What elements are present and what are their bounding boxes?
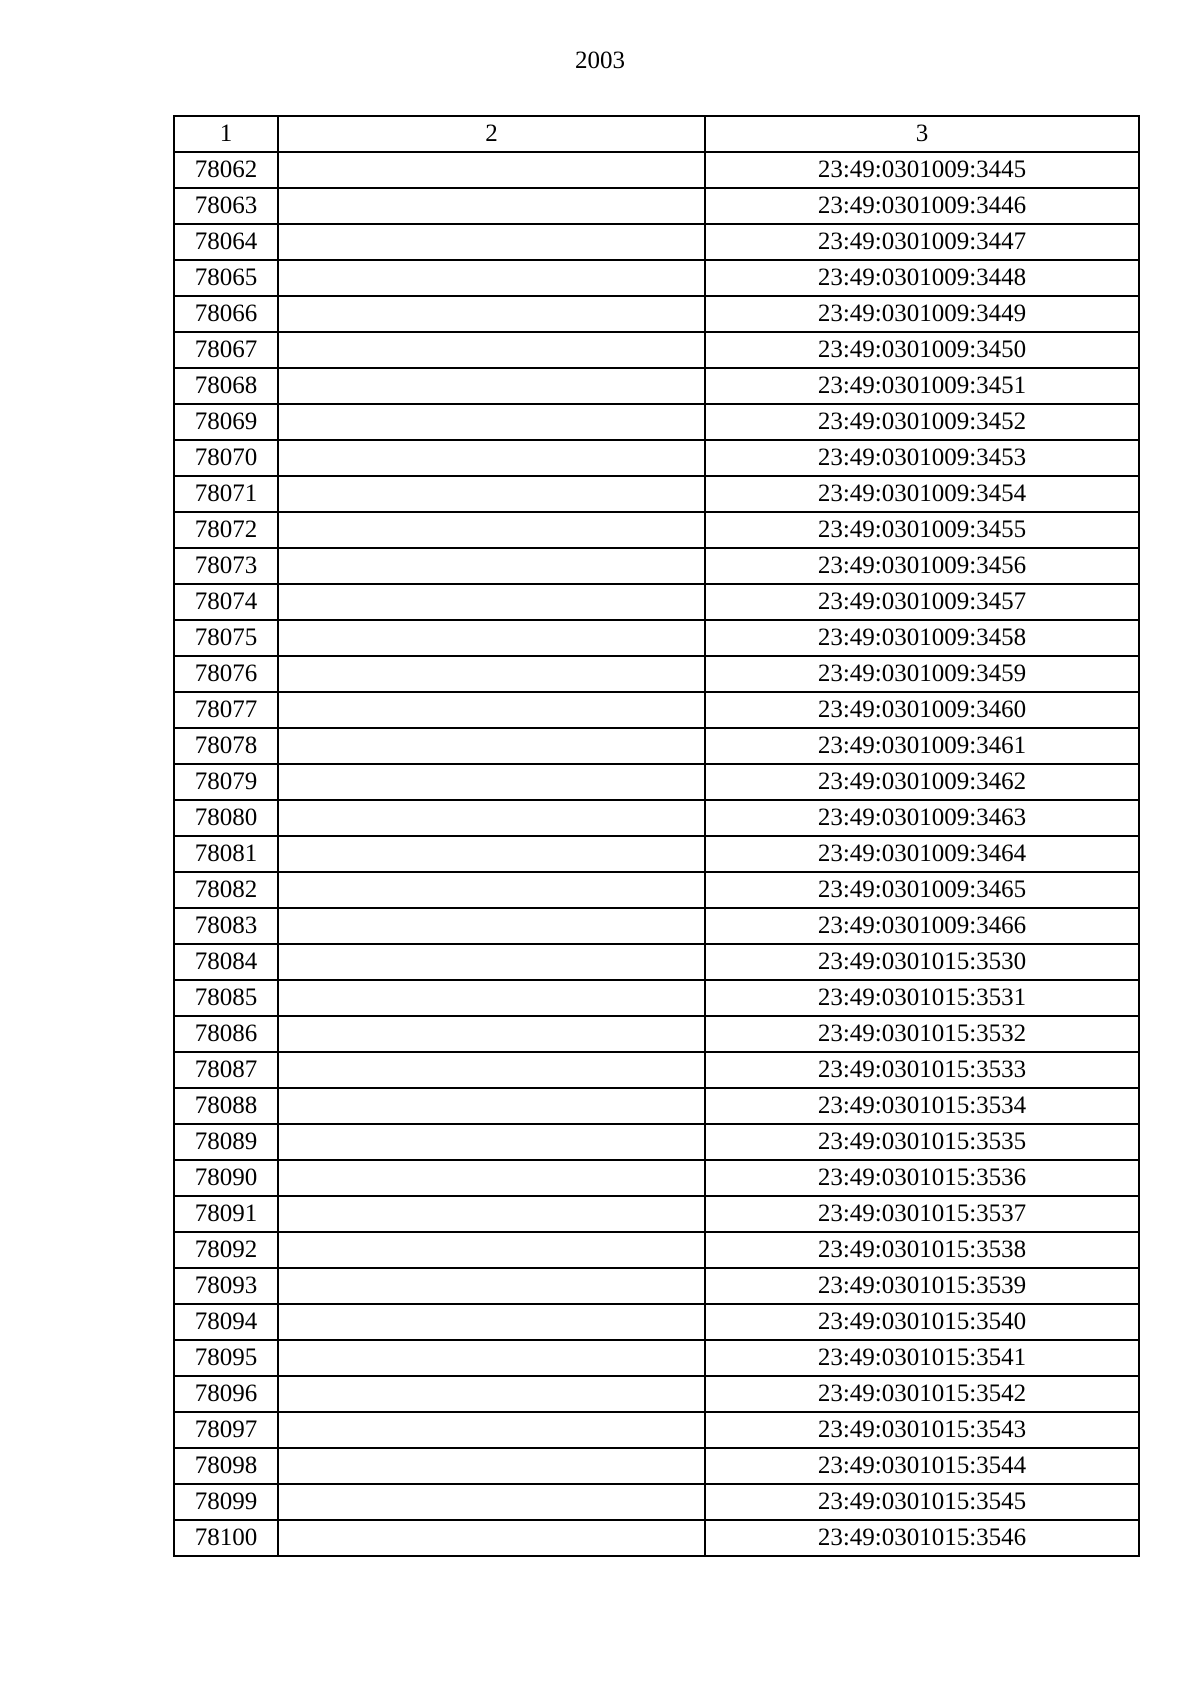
description-cell bbox=[278, 908, 705, 944]
description-cell bbox=[278, 1052, 705, 1088]
description-cell bbox=[278, 368, 705, 404]
cadastral-number-cell: 23:49:0301015:3538 bbox=[705, 1232, 1139, 1268]
cadastral-number-cell: 23:49:0301009:3449 bbox=[705, 296, 1139, 332]
cadastral-number-cell: 23:49:0301015:3533 bbox=[705, 1052, 1139, 1088]
description-cell bbox=[278, 296, 705, 332]
description-cell bbox=[278, 152, 705, 188]
cadastral-number-cell: 23:49:0301009:3462 bbox=[705, 764, 1139, 800]
table-row bbox=[174, 224, 1139, 260]
row-number-cell: 78086 bbox=[174, 1016, 278, 1052]
table-row bbox=[174, 656, 1139, 692]
cadastral-number-cell: 23:49:0301009:3447 bbox=[705, 224, 1139, 260]
table-row bbox=[174, 800, 1139, 836]
cadastral-number-cell: 23:49:0301009:3454 bbox=[705, 476, 1139, 512]
cadastral-number-cell: 23:49:0301009:3445 bbox=[705, 152, 1139, 188]
row-number-cell: 78073 bbox=[174, 548, 278, 584]
table-row bbox=[174, 620, 1139, 656]
cadastral-number-cell: 23:49:0301009:3451 bbox=[705, 368, 1139, 404]
table-row bbox=[174, 512, 1139, 548]
description-cell bbox=[278, 1268, 705, 1304]
row-number-cell: 78089 bbox=[174, 1124, 278, 1160]
table-row bbox=[174, 1160, 1139, 1196]
page-number: 2003 bbox=[575, 47, 625, 74]
column-header-3: 3 bbox=[705, 116, 1139, 152]
row-number-cell: 78088 bbox=[174, 1088, 278, 1124]
description-cell bbox=[278, 1412, 705, 1448]
row-number-cell: 78087 bbox=[174, 1052, 278, 1088]
row-number-cell: 78062 bbox=[174, 152, 278, 188]
description-cell bbox=[278, 1448, 705, 1484]
row-number-cell: 78072 bbox=[174, 512, 278, 548]
row-number-cell: 78071 bbox=[174, 476, 278, 512]
column-header-2: 2 bbox=[278, 116, 705, 152]
table-row bbox=[174, 476, 1139, 512]
row-number-cell: 78066 bbox=[174, 296, 278, 332]
cadastral-number-cell: 23:49:0301015:3536 bbox=[705, 1160, 1139, 1196]
table-row bbox=[174, 188, 1139, 224]
column-header-1: 1 bbox=[174, 116, 278, 152]
row-number-cell: 78100 bbox=[174, 1520, 278, 1556]
cadastral-number-cell: 23:49:0301015:3534 bbox=[705, 1088, 1139, 1124]
row-number-cell: 78093 bbox=[174, 1268, 278, 1304]
row-number-cell: 78091 bbox=[174, 1196, 278, 1232]
cadastral-number-cell: 23:49:0301015:3532 bbox=[705, 1016, 1139, 1052]
row-number-cell: 78068 bbox=[174, 368, 278, 404]
table-row bbox=[174, 872, 1139, 908]
row-number-cell: 78098 bbox=[174, 1448, 278, 1484]
cadastral-number-cell: 23:49:0301015:3539 bbox=[705, 1268, 1139, 1304]
row-number-cell: 78095 bbox=[174, 1340, 278, 1376]
cadastral-number-cell: 23:49:0301009:3463 bbox=[705, 800, 1139, 836]
cadastral-number-cell: 23:49:0301009:3448 bbox=[705, 260, 1139, 296]
table-row bbox=[174, 836, 1139, 872]
table-row bbox=[174, 296, 1139, 332]
row-number-cell: 78090 bbox=[174, 1160, 278, 1196]
row-number-cell: 78094 bbox=[174, 1304, 278, 1340]
description-cell bbox=[278, 1232, 705, 1268]
row-number-cell: 78085 bbox=[174, 980, 278, 1016]
cadastral-number-cell: 23:49:0301015:3545 bbox=[705, 1484, 1139, 1520]
description-cell bbox=[278, 1124, 705, 1160]
table-row bbox=[174, 1448, 1139, 1484]
cadastral-number-cell: 23:49:0301009:3455 bbox=[705, 512, 1139, 548]
table-row bbox=[174, 548, 1139, 584]
row-number-cell: 78075 bbox=[174, 620, 278, 656]
description-cell bbox=[278, 1376, 705, 1412]
cadastral-number-cell: 23:49:0301015:3544 bbox=[705, 1448, 1139, 1484]
cadastral-number-cell: 23:49:0301015:3535 bbox=[705, 1124, 1139, 1160]
cadastral-number-cell: 23:49:0301009:3464 bbox=[705, 836, 1139, 872]
table-row bbox=[174, 584, 1139, 620]
row-number-cell: 78070 bbox=[174, 440, 278, 476]
description-cell bbox=[278, 476, 705, 512]
table-row bbox=[174, 944, 1139, 980]
table-row bbox=[174, 1376, 1139, 1412]
description-cell bbox=[278, 656, 705, 692]
row-number-cell: 78067 bbox=[174, 332, 278, 368]
table-row bbox=[174, 980, 1139, 1016]
row-number-cell: 78083 bbox=[174, 908, 278, 944]
cadastral-number-cell: 23:49:0301009:3465 bbox=[705, 872, 1139, 908]
description-cell bbox=[278, 1520, 705, 1556]
cadastral-number-cell: 23:49:0301009:3457 bbox=[705, 584, 1139, 620]
cadastral-number-cell: 23:49:0301015:3531 bbox=[705, 980, 1139, 1016]
table-row bbox=[174, 1340, 1139, 1376]
cadastral-number-cell: 23:49:0301015:3542 bbox=[705, 1376, 1139, 1412]
description-cell bbox=[278, 512, 705, 548]
table-row bbox=[174, 1016, 1139, 1052]
description-cell bbox=[278, 1484, 705, 1520]
description-cell bbox=[278, 548, 705, 584]
description-cell bbox=[278, 332, 705, 368]
row-number-cell: 78096 bbox=[174, 1376, 278, 1412]
cadastral-number-cell: 23:49:0301009:3456 bbox=[705, 548, 1139, 584]
table-row bbox=[174, 368, 1139, 404]
row-number-cell: 78063 bbox=[174, 188, 278, 224]
table-header-row bbox=[174, 116, 1139, 152]
table-row bbox=[174, 1196, 1139, 1232]
row-number-cell: 78081 bbox=[174, 836, 278, 872]
description-cell bbox=[278, 800, 705, 836]
description-cell bbox=[278, 260, 705, 296]
description-cell bbox=[278, 1160, 705, 1196]
row-number-cell: 78082 bbox=[174, 872, 278, 908]
description-cell bbox=[278, 836, 705, 872]
cadastral-number-cell: 23:49:0301009:3458 bbox=[705, 620, 1139, 656]
table-row bbox=[174, 1520, 1139, 1556]
table-row bbox=[174, 908, 1139, 944]
cadastral-number-cell: 23:49:0301009:3452 bbox=[705, 404, 1139, 440]
table-row bbox=[174, 152, 1139, 188]
table-row bbox=[174, 1124, 1139, 1160]
cadastral-number-cell: 23:49:0301015:3546 bbox=[705, 1520, 1139, 1556]
data-table bbox=[173, 115, 1140, 1557]
table-row bbox=[174, 1232, 1139, 1268]
description-cell bbox=[278, 188, 705, 224]
cadastral-number-cell: 23:49:0301015:3537 bbox=[705, 1196, 1139, 1232]
row-number-cell: 78076 bbox=[174, 656, 278, 692]
row-number-cell: 78092 bbox=[174, 1232, 278, 1268]
table-row bbox=[174, 1304, 1139, 1340]
description-cell bbox=[278, 404, 705, 440]
row-number-cell: 78078 bbox=[174, 728, 278, 764]
row-number-cell: 78065 bbox=[174, 260, 278, 296]
row-number-cell: 78074 bbox=[174, 584, 278, 620]
row-number-cell: 78079 bbox=[174, 764, 278, 800]
table-row bbox=[174, 728, 1139, 764]
table-row bbox=[174, 1484, 1139, 1520]
description-cell bbox=[278, 1196, 705, 1232]
row-number-cell: 78069 bbox=[174, 404, 278, 440]
description-cell bbox=[278, 692, 705, 728]
table-row bbox=[174, 404, 1139, 440]
row-number-cell: 78064 bbox=[174, 224, 278, 260]
row-number-cell: 78097 bbox=[174, 1412, 278, 1448]
table-row bbox=[174, 1268, 1139, 1304]
description-cell bbox=[278, 872, 705, 908]
table-row bbox=[174, 440, 1139, 476]
description-cell bbox=[278, 440, 705, 476]
table-row bbox=[174, 1412, 1139, 1448]
cadastral-number-cell: 23:49:0301015:3543 bbox=[705, 1412, 1139, 1448]
description-cell bbox=[278, 1016, 705, 1052]
table-row bbox=[174, 332, 1139, 368]
description-cell bbox=[278, 944, 705, 980]
description-cell bbox=[278, 980, 705, 1016]
table-body bbox=[174, 152, 1139, 1556]
table-row bbox=[174, 692, 1139, 728]
table-row bbox=[174, 1088, 1139, 1124]
description-cell bbox=[278, 224, 705, 260]
table-row bbox=[174, 1052, 1139, 1088]
cadastral-number-cell: 23:49:0301009:3446 bbox=[705, 188, 1139, 224]
cadastral-number-cell: 23:49:0301015:3541 bbox=[705, 1340, 1139, 1376]
cadastral-number-cell: 23:49:0301009:3466 bbox=[705, 908, 1139, 944]
description-cell bbox=[278, 1088, 705, 1124]
cadastral-number-cell: 23:49:0301009:3453 bbox=[705, 440, 1139, 476]
description-cell bbox=[278, 1304, 705, 1340]
cadastral-number-cell: 23:49:0301009:3460 bbox=[705, 692, 1139, 728]
cadastral-number-cell: 23:49:0301015:3540 bbox=[705, 1304, 1139, 1340]
description-cell bbox=[278, 620, 705, 656]
row-number-cell: 78099 bbox=[174, 1484, 278, 1520]
description-cell bbox=[278, 584, 705, 620]
row-number-cell: 78080 bbox=[174, 800, 278, 836]
cadastral-number-cell: 23:49:0301009:3461 bbox=[705, 728, 1139, 764]
row-number-cell: 78084 bbox=[174, 944, 278, 980]
table-row bbox=[174, 764, 1139, 800]
table-row bbox=[174, 260, 1139, 296]
row-number-cell: 78077 bbox=[174, 692, 278, 728]
description-cell bbox=[278, 728, 705, 764]
cadastral-number-cell: 23:49:0301009:3459 bbox=[705, 656, 1139, 692]
description-cell bbox=[278, 1340, 705, 1376]
cadastral-number-cell: 23:49:0301015:3530 bbox=[705, 944, 1139, 980]
cadastral-number-cell: 23:49:0301009:3450 bbox=[705, 332, 1139, 368]
description-cell bbox=[278, 764, 705, 800]
